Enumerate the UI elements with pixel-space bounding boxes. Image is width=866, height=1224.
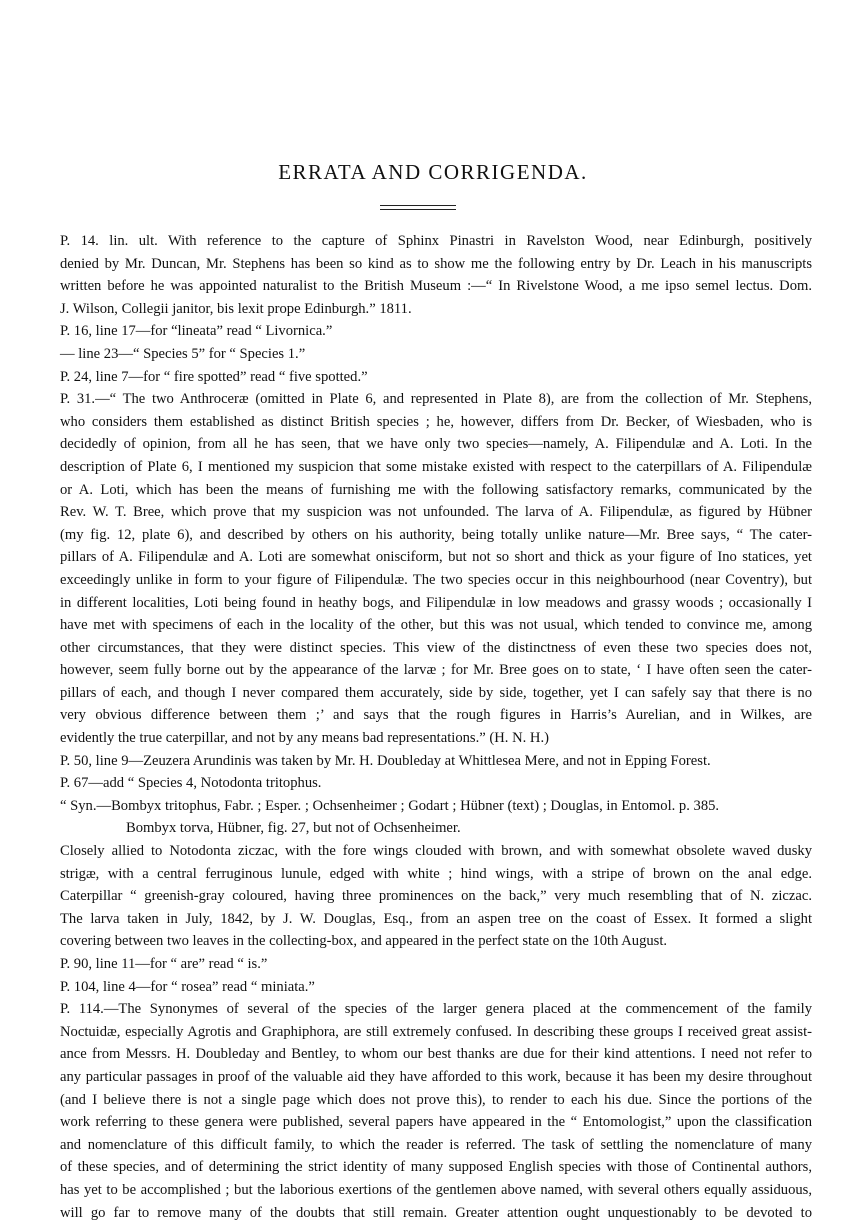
text-line: work referring to these genera were published, several papers have appeared in the “ Entomologist,” upon the classification: [60, 1114, 812, 1131]
text-line: pillars of each, and though I never compared them accurately, side by side, together, yet I can safely say that there is no: [60, 684, 812, 701]
text-line: very obvious difference between them ;’ and says that the rough figures in Harris’s Aurelian, and in Wilkes, are: [60, 707, 812, 724]
text-line: in different localities, Loti being found in heathy bogs, and Filipendulæ in low meadows and grassy woods ; occasionally I: [60, 594, 812, 611]
text-line: Caterpillar “ greenish-gray coloured, having three prominences on the back,” very much resembling that of N. ziczac.: [60, 888, 812, 905]
text-line: denied by Mr. Duncan, Mr. Stephens has been so kind as to show me the following entry by Dr. Leach in his manuscripts: [60, 255, 812, 272]
text-line: — line 23—“ Species 5” for “ Species 1.”: [60, 345, 306, 362]
text-line: will go far to remove many of the doubts that still remain. Greater attention ought unquestionably to be devoted to: [60, 1204, 812, 1221]
text-line: “ Syn.—Bombyx tritophus, Fabr. ; Esper. ; Ochsenheimer ; Godart ; Hübner (text) ; Douglas, in Entomol. p. 385.: [60, 797, 720, 814]
text-line: J. Wilson, Collegii janitor, bis lexit prope Edinburgh.” 1811.: [60, 300, 412, 317]
text-line: covering between two leaves in the collecting-box, and appeared in the perfect state on the 10th August.: [60, 933, 668, 950]
text-line: or A. Loti, which has been the means of furnishing me with the following satisfactory remarks, communicated by the: [60, 481, 812, 498]
text-line: have met with specimens of each in the locality of the other, but this was not usual, which tended to convince me, among: [60, 617, 812, 634]
text-line: and nomenclature of this difficult family, to which the reader is referred. The task of settling the nomenclature of many: [60, 1136, 812, 1153]
text-line: (and I believe there is not a single page which does not prove this), to render to each his due. Since the portions of the: [60, 1091, 812, 1108]
text-line: P. 67—add “ Species 4, Notodonta tritophus.: [60, 775, 322, 792]
text-line: who considers them established as distinct British species ; he, however, differs from Dr. Becker, of Wiesbaden, who is: [60, 413, 812, 430]
text-line: P. 90, line 11—for “ are” read “ is.”: [60, 956, 268, 972]
text-line: description of Plate 6, I mentioned my suspicion that some mistake existed with respect to the caterpillars of A. Filipendulæ: [60, 458, 812, 475]
text-line: Noctuidæ, especially Agrotis and Graphiphora, are still extremely confused. In describing these groups I received great assist-: [60, 1023, 812, 1040]
text-line: P. 114.—The Synonymes of several of the species of the larger genera placed at the commencement of the family: [60, 1001, 812, 1018]
text-line: other circumstances, that they were distinct species. This view of the distinctness of even these two species does not,: [60, 639, 812, 656]
text-line: The larva taken in July, 1842, by J. W. Douglas, Esq., from an aspen tree on the coast of Essex. It formed a slight: [60, 910, 812, 927]
text-line: of these species, and of determining the strict identity of many supposed English species with those of Continental authors,: [60, 1159, 812, 1176]
text-line: any particular passages in proof of the valuable aid they have afforded to this work, because it has been my desire throughout: [60, 1068, 812, 1085]
text-line: pillars of A. Filipendulæ and A. Loti are somewhat onisciform, but not so short and thick as your figure of Ino statices, yet: [60, 549, 812, 566]
text-line: has yet to be accomplished ; but the laborious exertions of the gentlemen above named, with several others equally assiduous,: [60, 1181, 812, 1198]
text-line: exceedingly unlike in form to your figure of Filipendulæ. The two species occur in this neighbourhood (near Coventry), but: [60, 571, 812, 588]
text-line: Rev. W. T. Bree, which prove that my suspicion was not unfounded. The larva of A. Filipendulæ, as figured by Hübner: [60, 504, 812, 521]
text-line: P. 50, line 9—Zeuzera Arundinis was taken by Mr. H. Doubleday at Whittlesea Mere, and not in Epping Forest.: [60, 752, 711, 769]
text-line: P. 24, line 7—for “ fire spotted” read “ five spotted.”: [60, 368, 368, 385]
errata-text: [60, 230, 812, 1224]
text-line: ance from Messrs. H. Doubleday and Bentley, to whom our best thanks are due for their kind attentions. I need not refer to: [60, 1046, 812, 1063]
text-line: P. 14. lin. ult. With reference to the capture of Sphinx Pinastri in Ravelston Wood, near Edinburgh, positively: [60, 233, 812, 249]
text-line: however, seem fully borne out by the appearance of the larvæ ; for Mr. Bree goes on to state, ‘ I have often seen the cater-: [60, 662, 812, 679]
text-line: P. 31.—“ The two Anthroceræ (omitted in Plate 6, and represented in Plate 8), are from the collection of Mr. Stephens,: [60, 391, 812, 408]
text-line: P. 16, line 17—for “lineata” read “ Livornica.”: [60, 323, 333, 340]
text-line: strigæ, with a central ferruginous lunule, edged with white ; hind wings, with a stripe of brown on the anal edge.: [60, 865, 812, 882]
text-line: evidently the true caterpillar, and not by any means bad representations.” (H. N. H.): [60, 730, 549, 747]
text-line: P. 104, line 4—for “ rosea” read “ miniata.”: [60, 978, 315, 995]
text-line: (my fig. 12, plate 6), and described by others on his authority, being totally unlike nature—Mr. Bree says, “ The cater-: [60, 526, 812, 543]
page-title: ERRATA AND CORRIGENDA.: [278, 160, 588, 184]
text-line: Bombyx torva, Hübner, fig. 27, but not of Ochsenheimer.: [126, 820, 461, 837]
text-line: decidedly of opinion, from all he has seen, that we have only two species—namely, A. Filipendulæ and A. Loti. In the: [60, 436, 812, 453]
text-line: written before he was appointed naturalist to the British Museum :—“ In Rivelstone Wood, a me ipso semel lectus. Dom.: [60, 278, 812, 295]
title-rule: [380, 205, 456, 210]
text-line: Closely allied to Notodonta ziczac, with the fore wings clouded with brown, and with somewhat obsolete waved dusky: [60, 843, 812, 860]
